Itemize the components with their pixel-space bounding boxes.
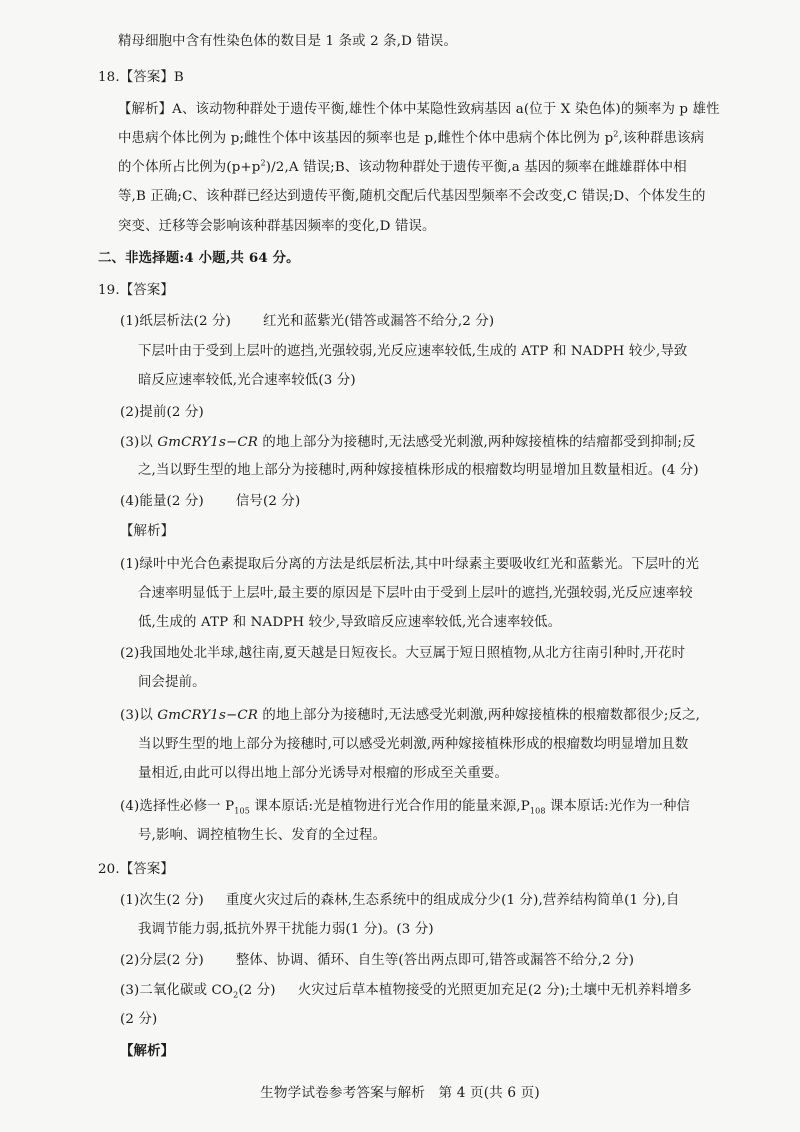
text: 的地上部分为接穗时,无法感受光刺激,两种嫁接植株的根瘤数都很少;反之,: [262, 708, 701, 723]
section-heading: 二、非选择题:4 小题,共 64 分。: [98, 250, 300, 266]
text: 课本原话:光是植物进行光合作用的能量来源,P: [249, 799, 530, 814]
text: (3)二氧化碳或 CO: [120, 983, 234, 998]
q19-analysis-line: 间会提前。: [138, 675, 206, 690]
text: 火灾过后草本植物接受的光照更加充足(2 分);土壤中无机养料增多: [297, 983, 692, 998]
q20-answer-2: [0, 951, 800, 971]
q18-analysis-line: 等,B 正确;C、该种群已经达到遗传平衡,随机交配后代基因型频率不会改变,C 错误;D、个体发生的: [118, 189, 706, 204]
q18-header: 18.【答案】B: [98, 70, 184, 85]
q18-analysis-line: 突变、迁移等会影响该种群基因频率的变化,D 错误。: [118, 219, 436, 234]
q19-answer-1-line: 暗反应速率较低,光合速率较低(3 分): [138, 373, 356, 388]
q19-analysis-header: 【解析】: [120, 524, 175, 539]
text: 信号(2 分): [235, 494, 301, 509]
text: 的地上部分为接穗时,无法感受光刺激,两种嫁接植株的结瘤都受到抑制;反: [262, 435, 696, 450]
q19-analysis-line: 低,生成的 ATP 和 NADPH 较少,导致暗反应速率较低,光合速率较低。: [138, 615, 562, 630]
q19-analysis-line: (2)我国地处北半球,越往南,夏天越是日短夜长。大豆属于短日照植物,从北方往南引种时,开花时: [120, 646, 686, 661]
q18-analysis-line: [0, 129, 800, 149]
text: ,该种群患该病: [618, 131, 705, 146]
text: (1)次生(2 分): [120, 893, 204, 908]
text: 整体、协调、循环、自生等(答出两点即可,错答或漏答不给分,2 分): [235, 953, 635, 968]
q18-analysis-line: 【解析】A、该动物种群处于遗传平衡,雄性个体中某隐性致病基因 a(位于 X 染色体)的频率为 p 雄性: [118, 102, 720, 117]
text: 重度火灾过后的森林,生态系统中的组成成分少(1 分),营养结构简单(1 分),自: [225, 893, 680, 908]
text: (4)选择性必修一 P: [120, 799, 235, 814]
q19-analysis-line: 量相近,由此可以得出地上部分光诱导对根瘤的形成至关重要。: [138, 766, 509, 781]
q19-analysis-line: 当以野生型的地上部分为接穗时,可以感受光刺激,两种嫁接植株形成的根瘤数均明显增加且数: [138, 737, 689, 752]
gene-name: GmCRY1s−CR: [157, 708, 258, 723]
text: 中患病个体比例为 p;雌性个体中该基因的频率也是 p,雌性个体中患病个体比例为 p: [118, 131, 614, 146]
q19-analysis-line: 号,影响、调控植物生长、发育的全过程。: [138, 828, 387, 843]
q19-answer-1: [0, 312, 800, 332]
text: (3)以: [120, 708, 153, 723]
subscript: 105: [234, 806, 250, 816]
q19-answer-3-line: 之,当以野生型的地上部分为接穗时,两种嫁接植株形成的根瘤数均明显增加且数量相近。(4 分): [138, 463, 699, 478]
q20-answer-1-line: 我调节能力弱,抵抗外界干扰能力弱(1 分)。(3 分): [138, 922, 434, 937]
text: )/2,A 错误;B、该动物种群处于遗传平衡,a 基因的频率在雌雄群体中相: [265, 160, 687, 175]
q20-header: 20.【答案】: [98, 862, 174, 877]
q20-answer-1: [0, 891, 800, 911]
superscript: 2: [260, 158, 266, 168]
q17-tail: 精母细胞中含有性染色体的数目是 1 条或 2 条,D 错误。: [118, 34, 458, 49]
text: (3)以: [120, 435, 153, 450]
page-footer: 生物学试卷参考答案与解析 第 4 页(共 6 页): [260, 1085, 540, 1101]
subscript: 108: [529, 806, 546, 816]
text: 课本原话:光作为一种信: [545, 799, 691, 814]
q18-analysis-line: [0, 158, 800, 178]
q19-analysis-line: [0, 797, 800, 817]
q19-header: 19.【答案】: [98, 283, 174, 298]
text: (2)分层(2 分): [120, 953, 204, 968]
text: (4)能量(2 分): [120, 494, 204, 509]
q19-analysis-line: 合速率明显低于上层叶,最主要的原因是下层叶由于受到上层叶的遮挡,光强较弱,光反应速率较: [138, 586, 693, 601]
superscript: 2: [613, 129, 619, 139]
q19-analysis-line: [0, 706, 800, 726]
q20-analysis-header: 【解析】: [120, 1043, 175, 1059]
text: (2 分): [238, 983, 276, 998]
text: (1)纸层析法(2 分): [120, 314, 231, 329]
gene-name: GmCRY1s−CR: [157, 435, 258, 450]
q20-answer-3: [0, 981, 800, 1001]
q19-answer-2: (2)提前(2 分): [120, 405, 204, 420]
subscript: 2: [233, 990, 239, 1000]
q19-answer-4: [0, 492, 800, 512]
q19-answer-1-line: 下层叶由于受到上层叶的遮挡,光强较弱,光反应速率较低,生成的 ATP 和 NADPH 较少,导致: [138, 344, 688, 359]
q20-answer-3-line: (2 分): [120, 1012, 158, 1027]
text: 的个体所占比例为(p+p: [118, 160, 261, 175]
q19-answer-3: [0, 433, 800, 453]
text: 红光和蓝紫光(错答或漏答不给分,2 分): [262, 314, 495, 329]
q19-analysis-line: (1)绿叶中光合色素提取后分离的方法是纸层析法,其中叶绿素主要吸收红光和蓝紫光。下层叶的光: [120, 557, 699, 572]
